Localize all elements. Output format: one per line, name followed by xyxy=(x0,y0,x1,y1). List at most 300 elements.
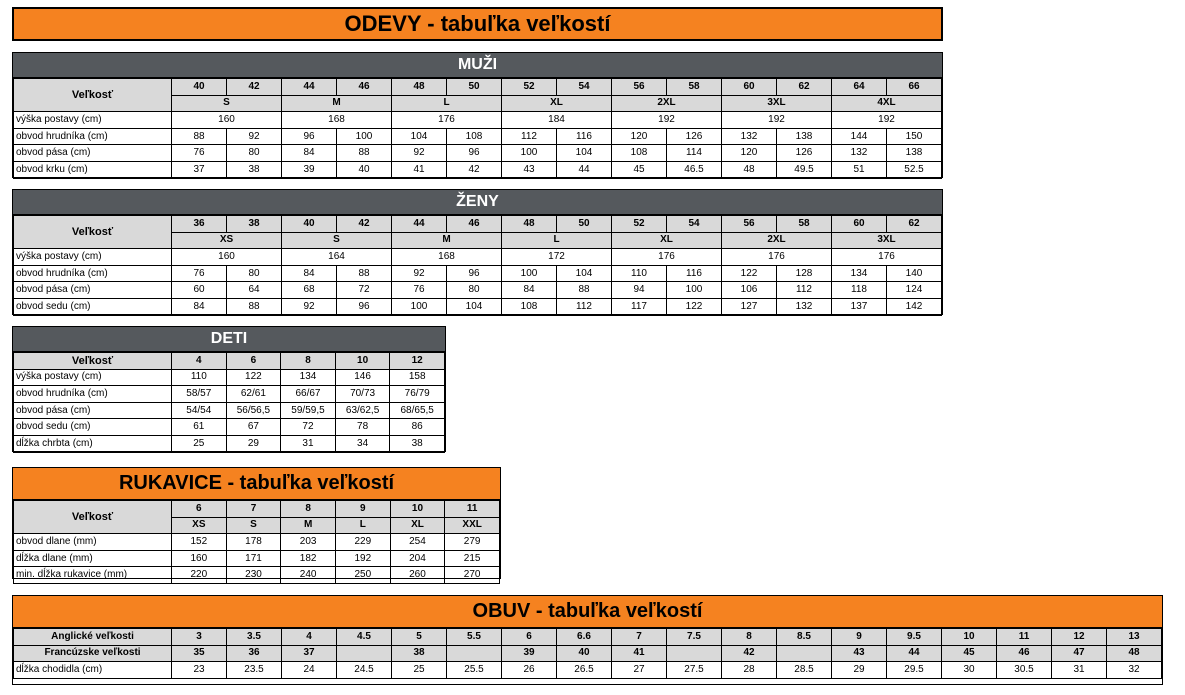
muzi-size-number: 58 xyxy=(667,79,722,96)
deti-size-row xyxy=(14,353,445,370)
zeny-size-number: 56 xyxy=(722,216,777,233)
obuv-francuzska-size: 44 xyxy=(887,645,942,662)
cell: 51 xyxy=(832,161,887,178)
zeny-size-letter: XS xyxy=(172,232,282,249)
cell: 96 xyxy=(447,265,502,282)
obuv-francuzska-size: 40 xyxy=(557,645,612,662)
cell: 128 xyxy=(777,265,832,282)
cell: 270 xyxy=(445,567,500,584)
cell: 25.5 xyxy=(447,662,502,679)
zeny-table-block xyxy=(12,189,943,315)
row-label: obvod pása (cm) xyxy=(14,145,172,162)
cell: 160 xyxy=(172,550,227,567)
cell: 144 xyxy=(832,128,887,145)
cell: 70/73 xyxy=(335,386,390,403)
obuv-francuzska-size xyxy=(447,645,502,662)
cell: 203 xyxy=(281,534,336,551)
cell: 41 xyxy=(392,161,447,178)
table-row xyxy=(14,419,445,436)
muzi-table-block xyxy=(12,52,943,178)
obuv-anglicka-size: 8.5 xyxy=(777,629,832,646)
cell: 120 xyxy=(612,128,667,145)
muzi-title: MUŽI xyxy=(457,56,498,73)
muzi-size-number: 60 xyxy=(722,79,777,96)
cell: 28 xyxy=(722,662,777,679)
muzi-table xyxy=(13,78,942,179)
zeny-velkost-label: Veľkosť xyxy=(14,216,172,249)
deti-title: DETI xyxy=(210,330,248,347)
obuv-anglicke-row xyxy=(14,629,1162,646)
table-row xyxy=(14,145,942,162)
cell: 182 xyxy=(281,550,336,567)
cell: 92 xyxy=(227,128,282,145)
cell: 114 xyxy=(667,145,722,162)
cell: 78 xyxy=(335,419,390,436)
cell: 38 xyxy=(390,435,445,452)
obuv-anglicka-size: 9 xyxy=(832,629,887,646)
cell: 132 xyxy=(722,128,777,145)
cell: 88 xyxy=(227,298,282,315)
obuv-anglicka-size: 3 xyxy=(172,629,227,646)
cell: 126 xyxy=(777,145,832,162)
obuv-anglicka-size: 11 xyxy=(997,629,1052,646)
cell: 132 xyxy=(777,298,832,315)
zeny-vyska-cell: 176 xyxy=(832,249,942,266)
zeny-title: ŽENY xyxy=(456,193,499,210)
cell: 27.5 xyxy=(667,662,722,679)
zeny-vyska-cell: 172 xyxy=(502,249,612,266)
cell: 100 xyxy=(392,298,447,315)
cell: 150 xyxy=(887,128,942,145)
cell: 100 xyxy=(337,128,392,145)
row-label: obvod sedu (cm) xyxy=(14,298,172,315)
cell: 260 xyxy=(390,567,445,584)
cell: 34 xyxy=(335,435,390,452)
muzi-size-number: 40 xyxy=(172,79,227,96)
cell: 92 xyxy=(392,145,447,162)
cell: 100 xyxy=(502,265,557,282)
cell: 61 xyxy=(172,419,227,436)
zeny-number-row xyxy=(14,216,942,233)
cell: 220 xyxy=(172,567,227,584)
cell: 26 xyxy=(502,662,557,679)
cell: 279 xyxy=(445,534,500,551)
cell: 140 xyxy=(887,265,942,282)
zeny-size-letter: S xyxy=(282,232,392,249)
zeny-size-number: 44 xyxy=(392,216,447,233)
muzi-size-number: 42 xyxy=(227,79,282,96)
cell: 76 xyxy=(172,145,227,162)
obuv-table xyxy=(13,628,1162,679)
deti-table-block xyxy=(12,326,446,452)
muzi-size-letter: M xyxy=(282,95,392,112)
cell: 56/56,5 xyxy=(226,402,281,419)
cell: 100 xyxy=(502,145,557,162)
cell: 86 xyxy=(390,419,445,436)
table-row xyxy=(14,298,942,315)
cell: 40 xyxy=(337,161,392,178)
rukavice-header xyxy=(13,468,500,500)
muzi-velkost-label: Veľkosť xyxy=(14,79,172,112)
cell: 108 xyxy=(447,128,502,145)
muzi-size-letter: 3XL xyxy=(722,95,832,112)
rukavice-size-letter: XL xyxy=(390,517,445,534)
zeny-size-number: 36 xyxy=(172,216,227,233)
rukavice-number-row xyxy=(14,501,500,518)
muzi-size-number: 56 xyxy=(612,79,667,96)
rukavice-size-letter: XS xyxy=(172,517,227,534)
muzi-vyska-row xyxy=(14,112,942,129)
cell: 106 xyxy=(722,282,777,299)
rukavice-size-letter: M xyxy=(281,517,336,534)
cell: 230 xyxy=(226,567,281,584)
muzi-header xyxy=(13,53,942,78)
zeny-vyska-cell: 164 xyxy=(282,249,392,266)
cell: 92 xyxy=(392,265,447,282)
muzi-size-letter: S xyxy=(172,95,282,112)
deti-size: 10 xyxy=(335,353,390,370)
cell: 31 xyxy=(1052,662,1107,679)
cell: 146 xyxy=(335,369,390,386)
obuv-francuzska-size: 36 xyxy=(227,645,282,662)
obuv-anglicka-size: 4.5 xyxy=(337,629,392,646)
zeny-size-letter: M xyxy=(392,232,502,249)
table-row xyxy=(14,161,942,178)
cell: 104 xyxy=(447,298,502,315)
cell: 92 xyxy=(282,298,337,315)
obuv-francuzska-size: 35 xyxy=(172,645,227,662)
table-row xyxy=(14,550,500,567)
rukavice-size-number: 9 xyxy=(335,501,390,518)
cell: 127 xyxy=(722,298,777,315)
row-label: výška postavy (cm) xyxy=(14,369,172,386)
cell: 32 xyxy=(1107,662,1162,679)
cell: 215 xyxy=(445,550,500,567)
cell: 66/67 xyxy=(281,386,336,403)
cell: 67 xyxy=(226,419,281,436)
cell: 24.5 xyxy=(337,662,392,679)
table-row xyxy=(14,534,500,551)
cell: 96 xyxy=(337,298,392,315)
cell: 64 xyxy=(227,282,282,299)
cell: 84 xyxy=(172,298,227,315)
row-label: obvod pása (cm) xyxy=(14,402,172,419)
obuv-francuzska-size: 37 xyxy=(282,645,337,662)
cell: 142 xyxy=(887,298,942,315)
zeny-vyska-row xyxy=(14,249,942,266)
cell: 27 xyxy=(612,662,667,679)
cell: 76 xyxy=(392,282,447,299)
muzi-size-number: 50 xyxy=(447,79,502,96)
row-label: obvod hrudníka (cm) xyxy=(14,386,172,403)
rukavice-size-number: 8 xyxy=(281,501,336,518)
cell: 112 xyxy=(557,298,612,315)
muzi-vyska-cell: 176 xyxy=(392,112,502,129)
rukavice-size-letter: XXL xyxy=(445,517,500,534)
muzi-size-letter: XL xyxy=(502,95,612,112)
cell: 96 xyxy=(282,128,337,145)
obuv-francuzska-size: 45 xyxy=(942,645,997,662)
zeny-table xyxy=(13,215,942,316)
cell: 137 xyxy=(832,298,887,315)
rukavice-velkost-label: Veľkosť xyxy=(14,501,172,534)
odevy-title: ODEVY - tabuľka veľkostí xyxy=(344,11,611,36)
muzi-size-number: 54 xyxy=(557,79,612,96)
cell: 24 xyxy=(282,662,337,679)
cell: 158 xyxy=(390,369,445,386)
obuv-anglicka-size: 6.6 xyxy=(557,629,612,646)
obuv-dlzka-row xyxy=(14,662,1162,679)
cell: 229 xyxy=(335,534,390,551)
muzi-vyska-cell: 184 xyxy=(502,112,612,129)
zeny-size-letter: XL xyxy=(612,232,722,249)
muzi-size-number: 62 xyxy=(777,79,832,96)
cell: 112 xyxy=(502,128,557,145)
zeny-size-number: 62 xyxy=(887,216,942,233)
cell: 250 xyxy=(335,567,390,584)
cell: 54/54 xyxy=(172,402,227,419)
obuv-francuzska-size: 46 xyxy=(997,645,1052,662)
muzi-size-number: 48 xyxy=(392,79,447,96)
cell: 26.5 xyxy=(557,662,612,679)
obuv-francuzska-size: 39 xyxy=(502,645,557,662)
zeny-size-number: 60 xyxy=(832,216,887,233)
rukavice-size-number: 11 xyxy=(445,501,500,518)
deti-velkost-label: Veľkosť xyxy=(14,353,172,370)
cell: 134 xyxy=(832,265,887,282)
cell: 138 xyxy=(887,145,942,162)
cell: 152 xyxy=(172,534,227,551)
cell: 192 xyxy=(335,550,390,567)
cell: 31 xyxy=(281,435,336,452)
cell: 96 xyxy=(447,145,502,162)
table-row xyxy=(14,567,500,584)
row-label: min. dĺžka rukavice (mm) xyxy=(14,567,172,584)
obuv-title: OBUV - tabuľka veľkostí xyxy=(472,600,703,622)
cell: 116 xyxy=(557,128,612,145)
cell: 84 xyxy=(282,145,337,162)
cell: 23.5 xyxy=(227,662,282,679)
cell: 72 xyxy=(337,282,392,299)
cell: 30 xyxy=(942,662,997,679)
muzi-vyska-cell: 168 xyxy=(282,112,392,129)
muzi-vyska-cell: 192 xyxy=(832,112,942,129)
cell: 108 xyxy=(502,298,557,315)
obuv-anglicka-size: 9.5 xyxy=(887,629,942,646)
zeny-size-number: 46 xyxy=(447,216,502,233)
obuv-anglicka-size: 10 xyxy=(942,629,997,646)
cell: 80 xyxy=(447,282,502,299)
obuv-table-block xyxy=(12,595,1163,685)
row-label: obvod hrudníka (cm) xyxy=(14,265,172,282)
row-label: obvod pása (cm) xyxy=(14,282,172,299)
cell: 38 xyxy=(227,161,282,178)
zeny-vyska-cell: 160 xyxy=(172,249,282,266)
cell: 122 xyxy=(722,265,777,282)
cell: 62/61 xyxy=(226,386,281,403)
cell: 88 xyxy=(172,128,227,145)
row-label: dĺžka chrbta (cm) xyxy=(14,435,172,452)
deti-table xyxy=(13,352,445,453)
obuv-anglicka-size: 7 xyxy=(612,629,667,646)
deti-header xyxy=(13,327,445,352)
table-row xyxy=(14,386,445,403)
rukavice-size-number: 6 xyxy=(172,501,227,518)
cell: 240 xyxy=(281,567,336,584)
table-row xyxy=(14,128,942,145)
muzi-vyska-cell: 160 xyxy=(172,112,282,129)
zeny-header xyxy=(13,190,942,215)
cell: 84 xyxy=(282,265,337,282)
row-label: dĺžka dlane (mm) xyxy=(14,550,172,567)
cell: 94 xyxy=(612,282,667,299)
cell: 117 xyxy=(612,298,667,315)
cell: 134 xyxy=(281,369,336,386)
cell: 118 xyxy=(832,282,887,299)
cell: 63/62,5 xyxy=(335,402,390,419)
cell: 138 xyxy=(777,128,832,145)
rukavice-title: RUKAVICE - tabuľka veľkostí xyxy=(118,472,395,494)
zeny-vyska-label: výška postavy (cm) xyxy=(14,249,172,266)
cell: 110 xyxy=(612,265,667,282)
obuv-anglicka-size: 8 xyxy=(722,629,777,646)
muzi-size-number: 46 xyxy=(337,79,392,96)
zeny-size-number: 42 xyxy=(337,216,392,233)
cell: 59/59,5 xyxy=(281,402,336,419)
cell: 45 xyxy=(612,161,667,178)
rukavice-table xyxy=(13,500,500,584)
zeny-size-number: 52 xyxy=(612,216,667,233)
cell: 43 xyxy=(502,161,557,178)
cell: 25 xyxy=(172,435,227,452)
cell: 28.5 xyxy=(777,662,832,679)
cell: 110 xyxy=(172,369,227,386)
obuv-francuzska-size xyxy=(337,645,392,662)
muzi-vyska-label: výška postavy (cm) xyxy=(14,112,172,129)
obuv-francuzska-size: 48 xyxy=(1107,645,1162,662)
cell: 171 xyxy=(226,550,281,567)
obuv-anglicka-size: 3.5 xyxy=(227,629,282,646)
rukavice-size-letter: L xyxy=(335,517,390,534)
muzi-size-number: 64 xyxy=(832,79,887,96)
obuv-anglicka-size: 4 xyxy=(282,629,337,646)
cell: 84 xyxy=(502,282,557,299)
cell: 49.5 xyxy=(777,161,832,178)
cell: 25 xyxy=(392,662,447,679)
cell: 72 xyxy=(281,419,336,436)
cell: 80 xyxy=(227,265,282,282)
cell: 44 xyxy=(557,161,612,178)
cell: 254 xyxy=(390,534,445,551)
zeny-size-letter: 2XL xyxy=(722,232,832,249)
deti-size: 4 xyxy=(172,353,227,370)
row-label: obvod krku (cm) xyxy=(14,161,172,178)
deti-size: 6 xyxy=(226,353,281,370)
obuv-francuzska-size: 47 xyxy=(1052,645,1107,662)
cell: 68 xyxy=(282,282,337,299)
muzi-size-letter: 2XL xyxy=(612,95,722,112)
muzi-size-number: 66 xyxy=(887,79,942,96)
muzi-size-number: 52 xyxy=(502,79,557,96)
cell: 23 xyxy=(172,662,227,679)
cell: 42 xyxy=(447,161,502,178)
table-row xyxy=(14,265,942,282)
cell: 76 xyxy=(172,265,227,282)
muzi-size-letter: 4XL xyxy=(832,95,942,112)
obuv-francuzska-size: 41 xyxy=(612,645,667,662)
obuv-anglicka-size: 5.5 xyxy=(447,629,502,646)
cell: 126 xyxy=(667,128,722,145)
rukavice-table-block xyxy=(12,467,501,579)
zeny-size-number: 58 xyxy=(777,216,832,233)
cell: 124 xyxy=(887,282,942,299)
cell: 58/57 xyxy=(172,386,227,403)
zeny-size-letter: 3XL xyxy=(832,232,942,249)
odevy-title-bar xyxy=(12,7,943,41)
obuv-anglicka-size: 7.5 xyxy=(667,629,722,646)
obuv-francuzske-row xyxy=(14,645,1162,662)
obuv-francuzska-size: 43 xyxy=(832,645,887,662)
cell: 39 xyxy=(282,161,337,178)
cell: 88 xyxy=(557,282,612,299)
cell: 104 xyxy=(392,128,447,145)
muzi-size-letter: L xyxy=(392,95,502,112)
zeny-size-number: 48 xyxy=(502,216,557,233)
zeny-size-number: 40 xyxy=(282,216,337,233)
cell: 100 xyxy=(667,282,722,299)
obuv-anglicka-size: 5 xyxy=(392,629,447,646)
muzi-size-number: 44 xyxy=(282,79,337,96)
table-row xyxy=(14,369,445,386)
cell: 76/79 xyxy=(390,386,445,403)
cell: 88 xyxy=(337,265,392,282)
muzi-vyska-cell: 192 xyxy=(612,112,722,129)
obuv-anglicke-label: Anglické veľkosti xyxy=(14,629,172,646)
cell: 46.5 xyxy=(667,161,722,178)
obuv-anglicka-size: 6 xyxy=(502,629,557,646)
rukavice-size-number: 7 xyxy=(226,501,281,518)
table-row xyxy=(14,435,445,452)
cell: 122 xyxy=(226,369,281,386)
row-label: obvod dlane (mm) xyxy=(14,534,172,551)
cell: 104 xyxy=(557,265,612,282)
cell: 88 xyxy=(337,145,392,162)
cell: 48 xyxy=(722,161,777,178)
cell: 37 xyxy=(172,161,227,178)
cell: 122 xyxy=(667,298,722,315)
row-label: obvod sedu (cm) xyxy=(14,419,172,436)
muzi-vyska-cell: 192 xyxy=(722,112,832,129)
cell: 52.5 xyxy=(887,161,942,178)
zeny-size-number: 38 xyxy=(227,216,282,233)
cell: 108 xyxy=(612,145,667,162)
cell: 29 xyxy=(226,435,281,452)
cell: 29.5 xyxy=(887,662,942,679)
zeny-size-letter: L xyxy=(502,232,612,249)
zeny-vyska-cell: 176 xyxy=(722,249,832,266)
cell: 120 xyxy=(722,145,777,162)
cell: 178 xyxy=(226,534,281,551)
cell: 112 xyxy=(777,282,832,299)
obuv-header xyxy=(13,596,1162,628)
deti-size: 12 xyxy=(390,353,445,370)
deti-size: 8 xyxy=(281,353,336,370)
rukavice-size-number: 10 xyxy=(390,501,445,518)
cell: 132 xyxy=(832,145,887,162)
obuv-francuzska-size xyxy=(667,645,722,662)
obuv-anglicka-size: 13 xyxy=(1107,629,1162,646)
table-row xyxy=(14,402,445,419)
